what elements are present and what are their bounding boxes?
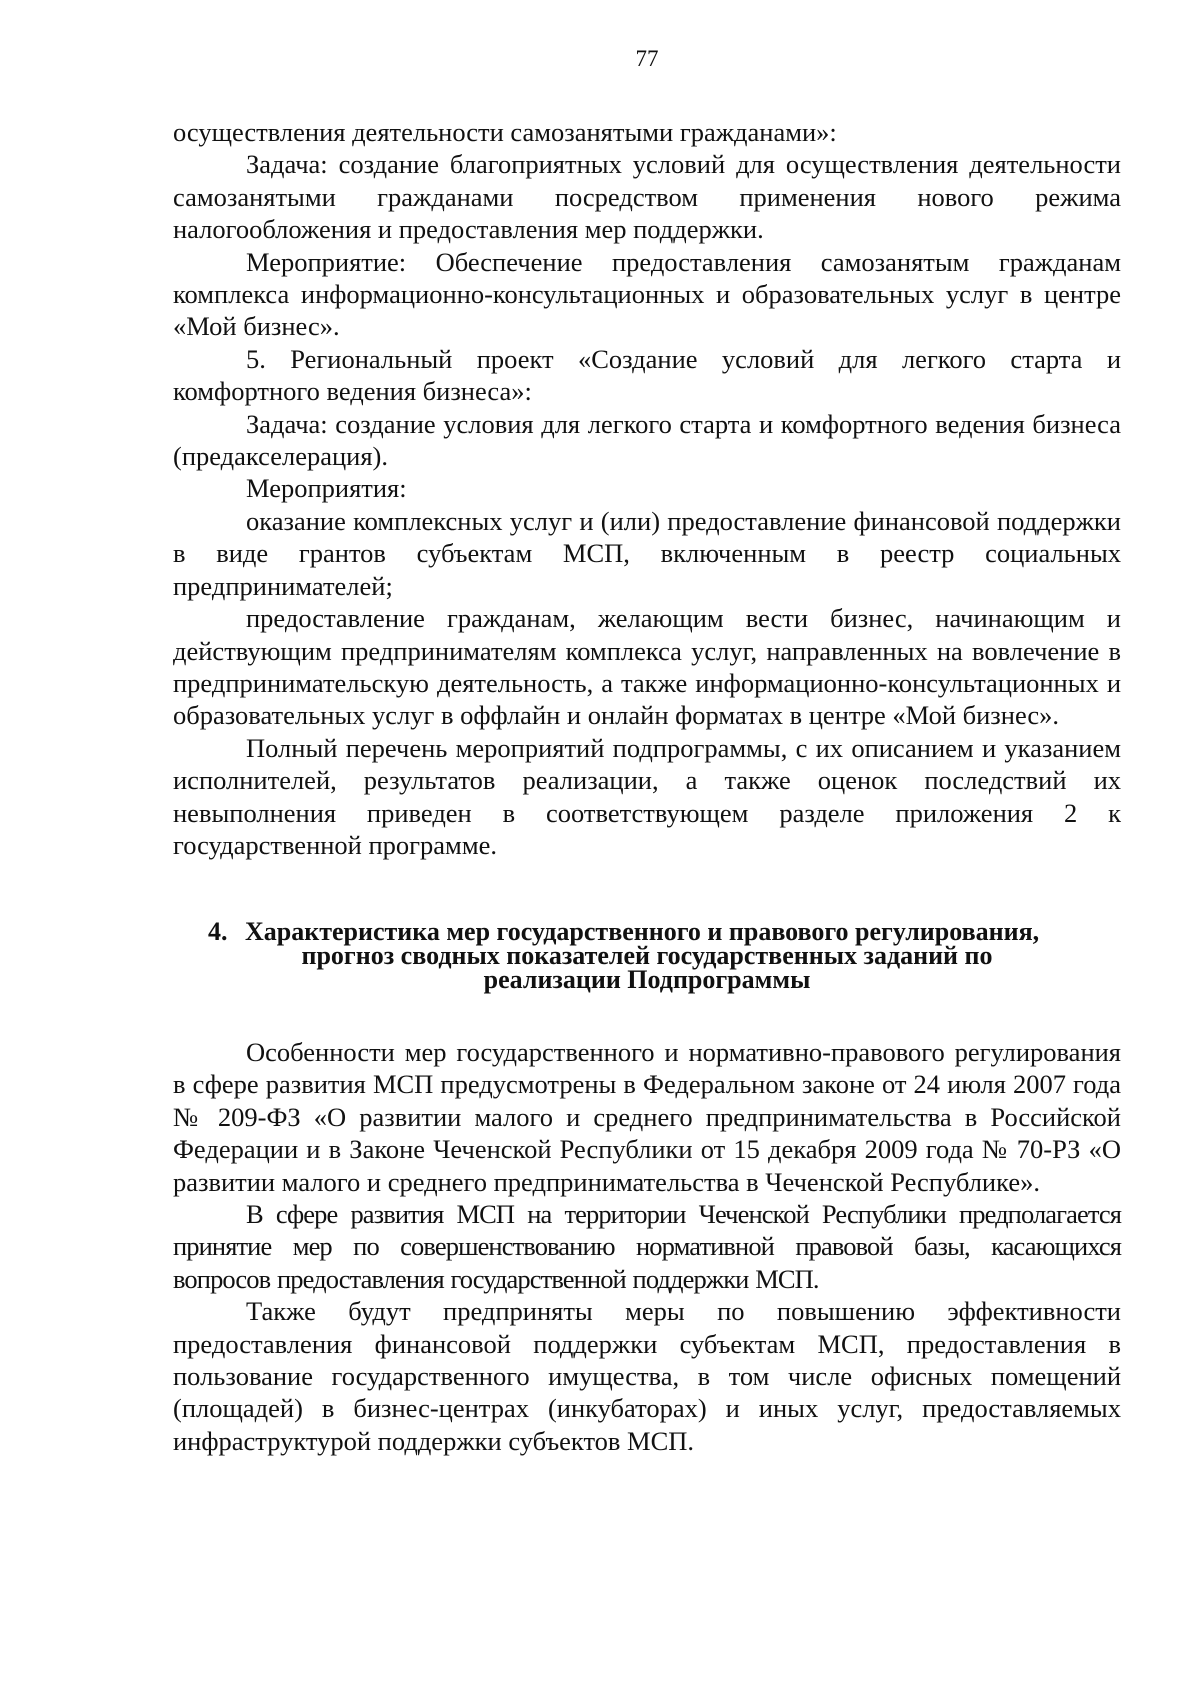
paragraph: Особенности мер государственного и нормативно-правового регулирования в сфере развития МСП предусмотрены в Федеральном законе от 24 июля 2007 года № 209-ФЗ «О развитии малого и среднего предпринимательства в Российской Федерации и в Законе Чеченской Республики от 15 декабря 2009 года № 70-РЗ «О развитии малого и среднего предпринимательства в Чеченской Республике». bbox=[173, 1037, 1121, 1197]
section-heading-text: Характеристика мер государственного и правового регулирования, bbox=[245, 917, 1040, 946]
paragraph-activities-label: Мероприятия: bbox=[246, 473, 407, 504]
paragraph-activity: Мероприятие: Обеспечение предоставления самозанятым гражданам комплекса информационно-консультационных и образовательных услуг в центре «Мой бизнес». bbox=[173, 246, 1121, 342]
section-heading-line: прогноз сводных показателей государственных заданий по bbox=[301, 941, 993, 970]
page-number: 77 bbox=[635, 46, 659, 71]
paragraph-task: Задача: создание благоприятных условий для осуществления деятельности самозанятыми гражданами посредством применения нового режима налогообложения и предоставления мер поддержки. bbox=[173, 149, 1121, 245]
paragraph-activity-item: предоставление гражданам, желающим вести бизнес, начинающим и действующим предпринимателям комплекса услуг, направленных на вовлечение в предпринимательскую деятельность, а также информационно-консультационных и образовательных услуг в оффлайн и онлайн форматах в центре «Мой бизнес». bbox=[173, 603, 1121, 731]
section-number: 4. bbox=[208, 917, 228, 946]
paragraph-activity-item: оказание комплексных услуг и (или) предоставление финансовой поддержки в виде грантов субъектам МСП, включенным в реестр социальных предпринимателей; bbox=[173, 505, 1121, 601]
paragraph: В сфере развития МСП на территории Чеченской Республики предполагается принятие мер по совершенствованию нормативной правовой базы, касающихся вопросов предоставления государственной поддержки МСП. bbox=[173, 1199, 1121, 1294]
body-text bbox=[173, 116, 1121, 861]
section-text bbox=[173, 1036, 1121, 1457]
paragraph-project-5: 5. Региональный проект «Создание условий для легкого старта и комфортного ведения бизнеса»: bbox=[173, 343, 1121, 407]
paragraph-task: Задача: создание условия для легкого старта и комфортного ведения бизнеса (предакселерация). bbox=[173, 408, 1121, 472]
paragraph: Также будут предприняты меры по повышению эффективности предоставления финансовой поддержки субъектам МСП, предоставления в пользование государственного имущества, в том числе офисных помещений (площадей) в бизнес-центрах (инкубаторах) и иных услуг, предоставляемых инфраструктурой поддержки субъектов МСП. bbox=[173, 1296, 1121, 1456]
paragraph-summary: Полный перечень мероприятий подпрограммы, с их описанием и указанием исполнителей, результатов реализации, а также оценок последствий их невыполнения приведен в соответствующем разделе приложения 2 к государственной программе. bbox=[173, 732, 1121, 860]
section-heading-line: реализации Подпрограммы bbox=[483, 965, 811, 994]
section-heading bbox=[173, 917, 1121, 994]
paragraph: осуществления деятельности самозанятыми гражданами»: bbox=[173, 117, 837, 147]
